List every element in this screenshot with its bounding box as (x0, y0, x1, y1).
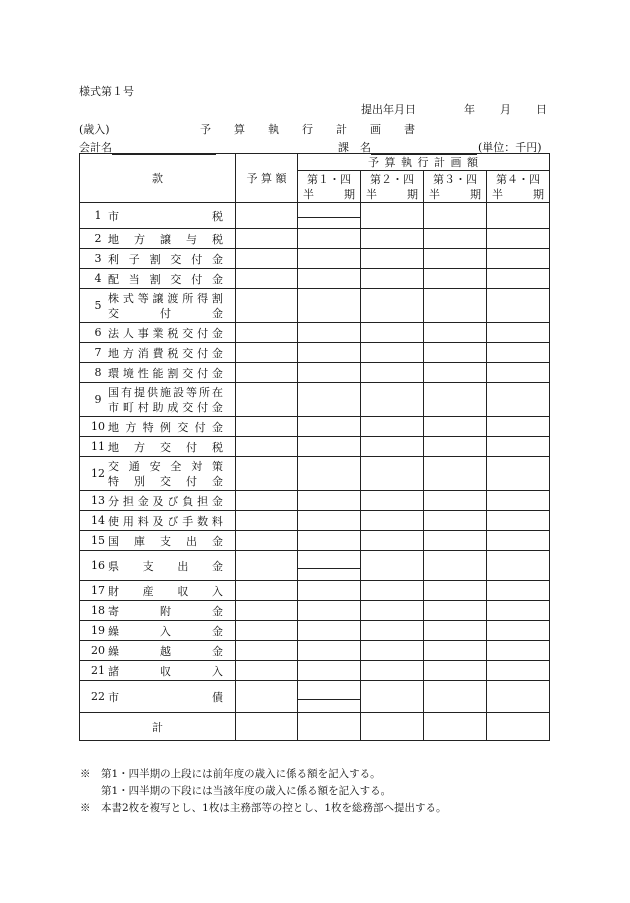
q3-cell[interactable] (424, 531, 487, 551)
table-row (80, 641, 550, 661)
form-number: 様式第１号 (79, 85, 134, 98)
row-number: 20 (91, 644, 105, 657)
total-q2-cell[interactable] (361, 713, 424, 741)
q4-cell[interactable] (487, 621, 550, 641)
header-quarter-4: 第４・四 半 期 (487, 171, 550, 203)
budget-cell[interactable] (236, 581, 298, 601)
row-number: 4 (94, 272, 102, 285)
unit-label: (単位：千円) (478, 141, 542, 154)
q3-cell[interactable] (424, 289, 487, 323)
budget-cell[interactable] (236, 641, 298, 661)
q1-cell[interactable] (298, 289, 361, 323)
row-name-line1: 国 有 提 供 施 設 等 所 在 (108, 385, 223, 399)
row-label (80, 581, 236, 601)
total-q1-cell[interactable] (298, 713, 361, 741)
q1-cell[interactable] (298, 601, 361, 621)
row-label (80, 437, 236, 457)
row-name: 県 支 出 金 (108, 559, 223, 573)
row-label (80, 383, 236, 417)
table-row (80, 511, 550, 531)
row-name-line2: 特 別 交 付 金 (108, 474, 223, 488)
q2-cell[interactable] (361, 289, 424, 323)
table-row (80, 363, 550, 383)
q3-cell[interactable] (424, 457, 487, 491)
budget-cell[interactable] (236, 511, 298, 531)
table-row (80, 203, 550, 229)
row-label (80, 363, 236, 383)
row-name: 繰 越 金 (108, 644, 223, 658)
row-label (80, 621, 236, 641)
q2-cell[interactable] (361, 343, 424, 363)
q2-cell[interactable] (361, 661, 424, 681)
row-name: 地 方 特 例 交 付 金 (108, 420, 223, 434)
table-row (80, 491, 550, 511)
q2-cell[interactable] (361, 417, 424, 437)
row-number: 15 (91, 534, 105, 547)
row-name: 繰 入 金 (108, 624, 223, 638)
budget-cell[interactable] (236, 383, 298, 417)
budget-cell[interactable] (236, 491, 298, 511)
q1-cell[interactable] (298, 363, 361, 383)
date-day[interactable]: 日 (536, 103, 547, 116)
q4-cell[interactable] (487, 249, 550, 269)
q2-cell[interactable] (361, 457, 424, 491)
q1-cell[interactable] (298, 681, 361, 713)
table-row (80, 417, 550, 437)
q3-cell[interactable] (424, 581, 487, 601)
total-label: 計 (80, 713, 236, 741)
total-budget-cell[interactable] (236, 713, 298, 741)
q2-cell[interactable] (361, 203, 424, 229)
q4-cell[interactable] (487, 383, 550, 417)
table-row (80, 661, 550, 681)
q4-cell[interactable] (487, 343, 550, 363)
q3-cell[interactable] (424, 323, 487, 343)
notes (80, 766, 447, 817)
q1-cell[interactable] (298, 343, 361, 363)
row-label (80, 269, 236, 289)
q4-cell[interactable] (487, 491, 550, 511)
q4-cell[interactable] (487, 229, 550, 249)
q2-cell[interactable] (361, 511, 424, 531)
q2-cell[interactable] (361, 383, 424, 417)
q1-cell[interactable] (298, 491, 361, 511)
note-1: ※ 第1・四半期の上段には前年度の歳入に係る額を記入する。 (80, 768, 381, 780)
q2-cell[interactable] (361, 491, 424, 511)
budget-cell[interactable] (236, 203, 298, 229)
q4-cell[interactable] (487, 531, 550, 551)
row-number: 10 (91, 420, 105, 433)
header-quarter-2: 第２・四 半 期 (361, 171, 424, 203)
q1-cell[interactable] (298, 641, 361, 661)
budget-cell[interactable] (236, 531, 298, 551)
q1-cell[interactable] (298, 511, 361, 531)
table-row (80, 551, 550, 581)
date-month[interactable]: 月 (500, 103, 511, 116)
q1-cell[interactable] (298, 437, 361, 457)
q2-cell[interactable] (361, 249, 424, 269)
row-name-line1: 交 通 安 全 対 策 (108, 459, 223, 473)
row-name: 配 当 割 交 付 金 (108, 272, 223, 286)
row-number: 11 (91, 440, 105, 453)
q3-cell[interactable] (424, 229, 487, 249)
row-name: 国 庫 支 出 金 (108, 534, 223, 548)
note-2: 第1・四半期の下段には当該年度の歳入に係る額を記入する。 (80, 785, 392, 797)
q4-cell[interactable] (487, 551, 550, 581)
table-row (80, 457, 550, 491)
q2-cell[interactable] (361, 531, 424, 551)
budget-cell[interactable] (236, 229, 298, 249)
q3-cell[interactable] (424, 551, 487, 581)
submission-date (361, 101, 547, 117)
q2-cell[interactable] (361, 681, 424, 713)
submission-date-label: 提出年月日 (361, 103, 416, 116)
row-name: 地 方 交 付 税 (108, 440, 223, 454)
row-label (80, 681, 236, 713)
q4-cell[interactable] (487, 417, 550, 437)
row-number: 6 (94, 326, 102, 339)
budget-cell[interactable] (236, 249, 298, 269)
row-number: 2 (94, 232, 102, 245)
row-label (80, 531, 236, 551)
row-number: 17 (91, 584, 105, 597)
row-name-line2: 交 付 金 (108, 306, 223, 320)
q4-cell[interactable] (487, 511, 550, 531)
row-number: 3 (94, 252, 102, 265)
row-label (80, 641, 236, 661)
row-label (80, 289, 236, 323)
q4-cell[interactable] (487, 323, 550, 343)
q1-cell[interactable] (298, 621, 361, 641)
q2-cell[interactable] (361, 323, 424, 343)
table-row (80, 581, 550, 601)
row-label (80, 601, 236, 621)
row-number: 8 (94, 366, 102, 379)
row-number: 16 (91, 559, 105, 572)
total-row (80, 713, 550, 741)
row-name: 市 税 (108, 209, 223, 223)
row-number: 9 (94, 393, 102, 406)
q4-cell[interactable] (487, 681, 550, 713)
row-name: 分 担 金 及 び 負 担 金 (108, 494, 223, 508)
q3-cell[interactable] (424, 343, 487, 363)
q4-cell[interactable] (487, 457, 550, 491)
q1-cell[interactable] (298, 531, 361, 551)
row-number: 18 (91, 604, 105, 617)
q2-cell[interactable] (361, 621, 424, 641)
q3-cell[interactable] (424, 437, 487, 457)
date-year[interactable]: 年 (464, 103, 475, 116)
budget-cell[interactable] (236, 289, 298, 323)
row-number: 12 (91, 467, 105, 480)
q2-cell[interactable] (361, 641, 424, 661)
row-number: 13 (91, 494, 105, 507)
budget-cell[interactable] (236, 621, 298, 641)
q2-cell[interactable] (361, 437, 424, 457)
q1-cell[interactable] (298, 661, 361, 681)
q2-cell[interactable] (361, 581, 424, 601)
row-label (80, 229, 236, 249)
header-quarter-1: 第１・四 半 期 (298, 171, 361, 203)
row-label (80, 343, 236, 363)
row-name: 使 用 料 及 び 手 数 料 (108, 514, 223, 528)
budget-cell[interactable] (236, 457, 298, 491)
row-name: 地 方 消 費 税 交 付 金 (108, 346, 223, 360)
row-name: 法 人 事 業 税 交 付 金 (108, 326, 223, 340)
q4-cell[interactable] (487, 661, 550, 681)
table-row (80, 289, 550, 323)
budget-cell[interactable] (236, 343, 298, 363)
row-label (80, 491, 236, 511)
budget-cell[interactable] (236, 269, 298, 289)
table-row (80, 249, 550, 269)
row-label (80, 551, 236, 581)
q2-cell[interactable] (361, 601, 424, 621)
table-row (80, 601, 550, 621)
total-q4-cell[interactable] (487, 713, 550, 741)
budget-cell[interactable] (236, 661, 298, 681)
q4-cell[interactable] (487, 601, 550, 621)
row-number: 1 (94, 209, 102, 222)
q4-cell[interactable] (487, 641, 550, 661)
budget-cell[interactable] (236, 417, 298, 437)
q3-cell[interactable] (424, 681, 487, 713)
q2-cell[interactable] (361, 269, 424, 289)
note-3: ※ 本書2枚を複写とし、1枚は主務部等の控とし、1枚を総務部へ提出する。 (80, 802, 447, 814)
q3-cell[interactable] (424, 417, 487, 437)
budget-cell[interactable] (236, 437, 298, 457)
table-row (80, 681, 550, 713)
row-name: 利 子 割 交 付 金 (108, 252, 223, 266)
budget-cell[interactable] (236, 681, 298, 713)
q3-cell[interactable] (424, 641, 487, 661)
row-name: 環 境 性 能 割 交 付 金 (108, 366, 223, 380)
row-name-line2: 市 町 村 助 成 交 付 金 (108, 400, 223, 414)
budget-cell[interactable] (236, 323, 298, 343)
q3-cell[interactable] (424, 601, 487, 621)
row-number: 14 (91, 514, 105, 527)
q1-cell[interactable] (298, 269, 361, 289)
row-number: 22 (91, 690, 105, 703)
row-label (80, 323, 236, 343)
header-plan: 予 算 執 行 計 画 額 (298, 154, 550, 171)
q4-cell[interactable] (487, 203, 550, 229)
table-row (80, 437, 550, 457)
q4-cell[interactable] (487, 269, 550, 289)
row-name-line1: 株 式 等 譲 渡 所 得 割 (108, 291, 223, 305)
table-row (80, 343, 550, 363)
row-number: 5 (94, 299, 102, 312)
row-number: 19 (91, 624, 105, 637)
table-row (80, 531, 550, 551)
q3-cell[interactable] (424, 661, 487, 681)
q1-cell[interactable] (298, 323, 361, 343)
row-name: 諸 収 入 (108, 664, 223, 678)
budget-cell[interactable] (236, 363, 298, 383)
q3-cell[interactable] (424, 383, 487, 417)
q4-cell[interactable] (487, 437, 550, 457)
q4-cell[interactable] (487, 581, 550, 601)
row-name: 寄 附 金 (108, 604, 223, 618)
budget-cell[interactable] (236, 551, 298, 581)
page-title: 予 算 執 行 計 画 書 (200, 123, 421, 136)
row-label (80, 203, 236, 229)
q3-cell[interactable] (424, 491, 487, 511)
q4-cell[interactable] (487, 363, 550, 383)
accounting-name-label: 会計名 (79, 141, 112, 154)
row-name: 地 方 譲 与 税 (108, 232, 223, 246)
q1-cell[interactable] (298, 203, 361, 229)
row-label (80, 417, 236, 437)
table-row (80, 621, 550, 641)
section-name-label: 課 名 (338, 141, 371, 154)
q1-cell[interactable] (298, 457, 361, 491)
header-quarter-3: 第３・四 半 期 (424, 171, 487, 203)
q2-cell[interactable] (361, 363, 424, 383)
q1-cell[interactable] (298, 551, 361, 581)
q1-cell[interactable] (298, 417, 361, 437)
q1-cell[interactable] (298, 249, 361, 269)
row-label (80, 661, 236, 681)
row-name: 財 産 収 入 (108, 584, 223, 598)
q1-cell[interactable] (298, 229, 361, 249)
total-q3-cell[interactable] (424, 713, 487, 741)
q3-cell[interactable] (424, 621, 487, 641)
category-label: (歳入) (79, 123, 110, 136)
q3-cell[interactable] (424, 249, 487, 269)
q3-cell[interactable] (424, 363, 487, 383)
q4-cell[interactable] (487, 289, 550, 323)
row-label (80, 511, 236, 531)
row-number: 21 (91, 664, 105, 677)
row-label (80, 457, 236, 491)
budget-cell[interactable] (236, 601, 298, 621)
header-item: 款 (80, 154, 236, 203)
q3-cell[interactable] (424, 203, 487, 229)
row-number: 7 (94, 346, 102, 359)
q2-cell[interactable] (361, 229, 424, 249)
row-name: 市 債 (108, 690, 223, 704)
q3-cell[interactable] (424, 269, 487, 289)
table-row (80, 383, 550, 417)
q2-cell[interactable] (361, 551, 424, 581)
q1-cell[interactable] (298, 383, 361, 417)
row-label (80, 249, 236, 269)
table-row (80, 269, 550, 289)
budget-execution-table (79, 153, 550, 741)
table-row (80, 323, 550, 343)
q3-cell[interactable] (424, 511, 487, 531)
table-row (80, 229, 550, 249)
header-budget: 予 算 額 (236, 154, 298, 203)
q1-cell[interactable] (298, 581, 361, 601)
